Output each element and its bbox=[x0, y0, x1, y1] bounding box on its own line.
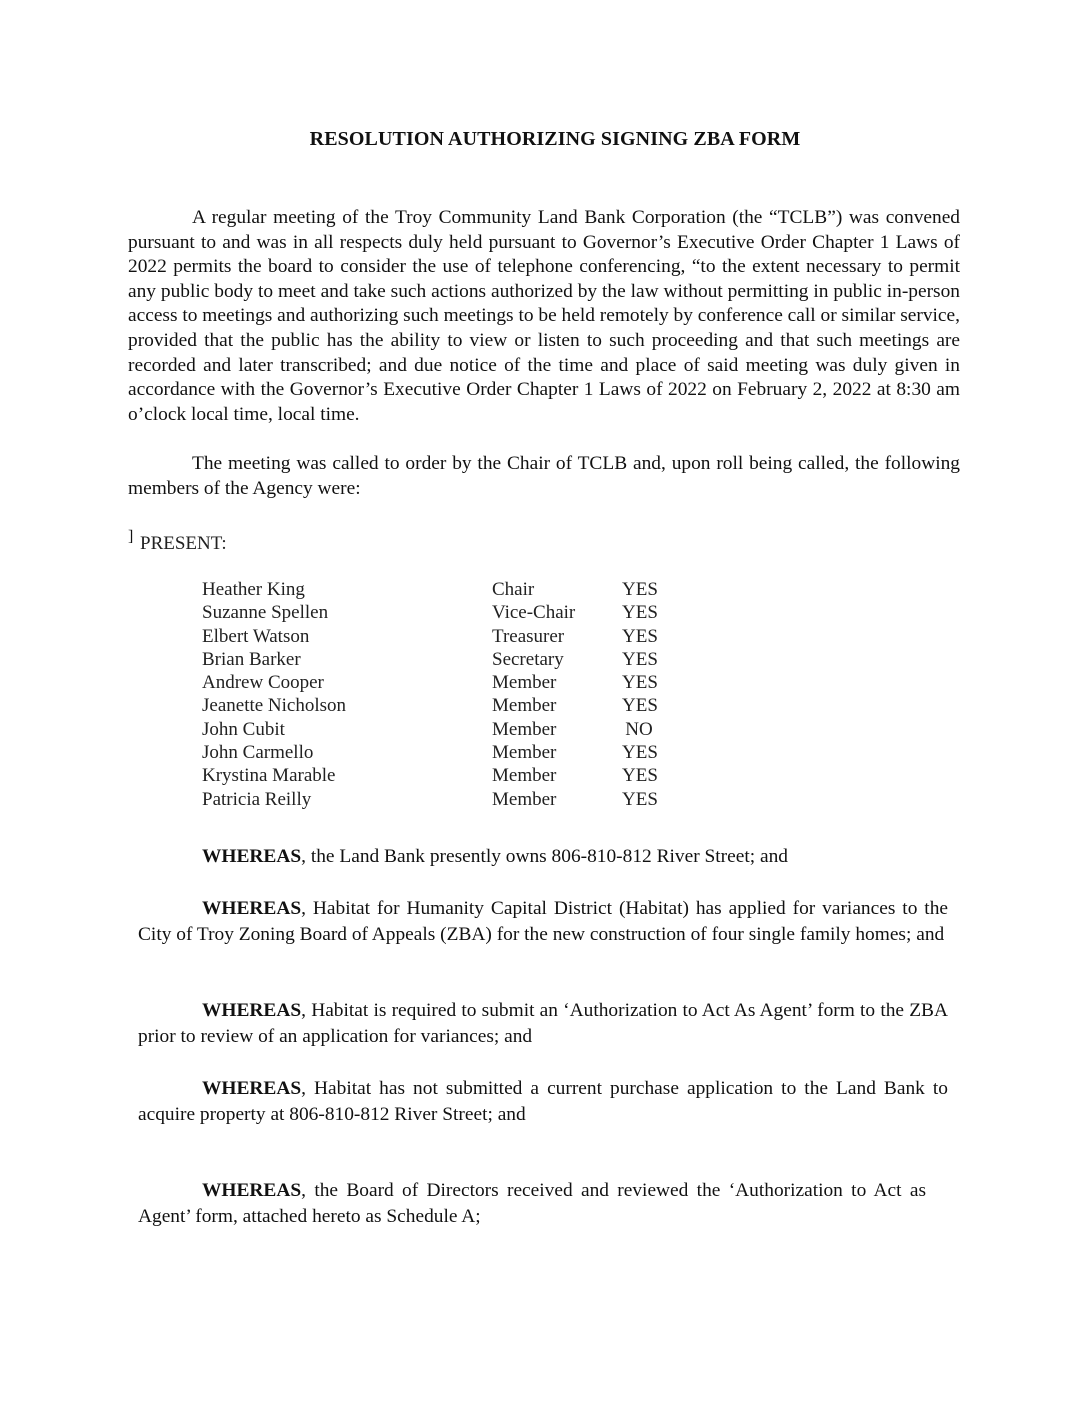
member-name: Patricia Reilly bbox=[202, 788, 312, 810]
member-name: Suzanne Spellen bbox=[202, 602, 329, 624]
member-name: Jeanette Nicholson bbox=[202, 695, 347, 717]
member-vote: YES bbox=[622, 602, 658, 624]
whereas-text: , Habitat for Humanity Capital District (Habitat) has applied for variances to the City of Troy Zoning Board of Appeals (ZBA) for the new construction of four single family homes; and bbox=[138, 898, 948, 945]
roster-row bbox=[202, 601, 702, 624]
roster-row bbox=[202, 625, 702, 648]
member-role: Member bbox=[492, 718, 557, 740]
member-name: Krystina Marable bbox=[202, 765, 336, 787]
whereas-clause-2 bbox=[138, 896, 948, 948]
member-name: Heather King bbox=[202, 579, 305, 600]
roster-row bbox=[202, 741, 702, 764]
member-role: Member bbox=[492, 742, 557, 764]
member-name: Andrew Cooper bbox=[202, 672, 324, 694]
member-role: Secretary bbox=[492, 648, 564, 670]
member-role: Member bbox=[492, 672, 557, 694]
roll-call-paragraph bbox=[128, 452, 960, 501]
member-vote: NO bbox=[625, 718, 653, 740]
document-title: RESOLUTION AUTHORIZING SIGNING ZBA FORM bbox=[309, 128, 801, 150]
whereas-clause-1 bbox=[138, 844, 948, 870]
whereas-text: , the Board of Directors received and reviewed the ‘Authorization to Act as Agent’ form, attached hereto as Schedule A; bbox=[138, 1180, 926, 1227]
roster-row bbox=[202, 788, 702, 811]
member-name: Elbert Watson bbox=[202, 625, 310, 647]
member-role: Vice-Chair bbox=[492, 602, 576, 624]
whereas-keyword: WHEREAS bbox=[202, 1180, 302, 1201]
member-vote: YES bbox=[622, 788, 658, 810]
whereas-text: , the Land Bank presently owns 806-810-812 River Street; and bbox=[301, 846, 788, 867]
member-vote: YES bbox=[622, 648, 658, 670]
intro-paragraph bbox=[128, 206, 960, 427]
member-vote: YES bbox=[622, 672, 658, 694]
whereas-keyword: WHEREAS bbox=[202, 1000, 302, 1021]
member-name: John Cubit bbox=[202, 718, 285, 740]
member-name: John Carmello bbox=[202, 742, 314, 764]
whereas-text: , Habitat has not submitted a current purchase application to the Land Bank to acquire property at 806-810-812 River Street; and bbox=[138, 1078, 948, 1125]
member-role: Treasurer bbox=[492, 625, 565, 647]
roster-row bbox=[202, 718, 702, 741]
stray-mark: ] bbox=[128, 528, 134, 545]
member-vote: YES bbox=[622, 742, 658, 764]
member-vote: YES bbox=[622, 579, 658, 600]
whereas-clause-3 bbox=[138, 998, 948, 1050]
roster-row bbox=[202, 648, 702, 671]
attendance-roster bbox=[202, 578, 702, 811]
whereas-clause-5 bbox=[138, 1178, 926, 1230]
roll-call-text: The meeting was called to order by the Chair of TCLB and, upon roll being called, the following members of the Agency were: bbox=[128, 453, 960, 499]
member-role: Member bbox=[492, 695, 557, 717]
roster-row bbox=[202, 764, 702, 787]
member-role: Member bbox=[492, 788, 557, 810]
whereas-text: , Habitat is required to submit an ‘Authorization to Act As Agent’ form to the ZBA prior to review of an application for variances; and bbox=[138, 1000, 948, 1047]
member-role: Chair bbox=[492, 579, 535, 600]
member-vote: YES bbox=[622, 625, 658, 647]
member-name: Brian Barker bbox=[202, 648, 301, 670]
member-role: Member bbox=[492, 765, 557, 787]
roster-row bbox=[202, 671, 702, 694]
whereas-keyword: WHEREAS bbox=[202, 1078, 302, 1099]
member-vote: YES bbox=[622, 695, 658, 717]
roster-row bbox=[202, 694, 702, 717]
present-label: PRESENT: bbox=[140, 533, 227, 554]
roster-row bbox=[202, 578, 702, 601]
whereas-keyword: WHEREAS bbox=[202, 846, 302, 867]
whereas-clause-4 bbox=[138, 1076, 948, 1128]
intro-text: A regular meeting of the Troy Community Land Bank Corporation (the “TCLB”) was convened pursuant to and was in all respects duly held pursuant to Governor’s Executive Order Chapter 1 Laws of 2022 permits the board to consider the use of telephone conferencing, “to the extent necessary to permit any public body to meet and take such actions authorized by the law without permitting in public in-person access to meetings and authorizing such meetings to be held remotely by conference call or similar service, provided that the public has the ability to view or listen to such proceeding and that such meetings are recorded and later transcribed; and due notice of the time and place of said meeting was duly given in accordance with the Governor’s Executive Order Chapter 1 Laws of 2022 on February 2, 2022 at 8:30 am o’clock local time, local time. bbox=[128, 207, 960, 425]
member-vote: YES bbox=[622, 765, 658, 787]
whereas-keyword: WHEREAS bbox=[202, 898, 302, 919]
